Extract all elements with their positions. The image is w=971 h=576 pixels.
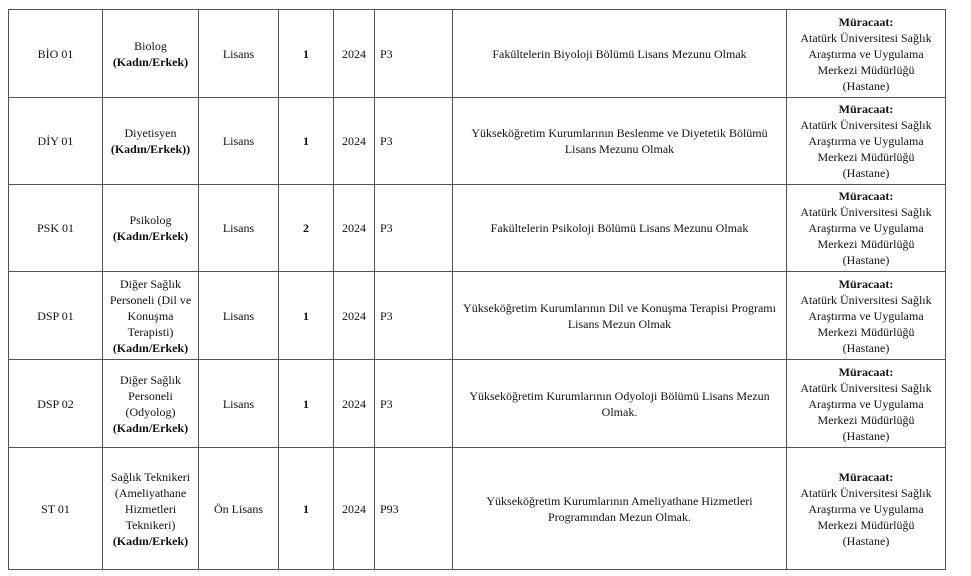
score-type-cell — [375, 448, 453, 570]
count-cell — [279, 272, 334, 360]
position-code: DSP 01 — [37, 308, 74, 323]
application-line: Merkezi Müdürlüğü — [817, 517, 915, 532]
requirement-cell — [453, 360, 787, 448]
position-title-line: Teknikeri) — [125, 517, 176, 532]
application-line: Araştırma ve Uygulama — [808, 46, 924, 61]
position-count: 1 — [303, 396, 309, 411]
year-cell — [334, 360, 375, 448]
score-type: P3 — [380, 134, 393, 148]
table-row — [9, 448, 946, 570]
application-line: (Hastane) — [842, 253, 890, 267]
position-title-line: Hizmetleri — [124, 501, 177, 516]
exam-year: 2024 — [342, 221, 366, 235]
position-title-line: Psikolog — [129, 213, 172, 227]
degree-cell — [199, 10, 279, 98]
gender-label: (Kadın/Erkek) — [112, 54, 189, 69]
position-title-line: Diğer Sağlık — [120, 276, 181, 291]
table-row — [9, 98, 946, 185]
application-line: Atatürk Üniversitesi Sağlık — [800, 485, 932, 500]
requirement-cell — [453, 10, 787, 98]
degree-level: Lisans — [222, 308, 255, 323]
position-title-line: (Odyolog) — [125, 404, 176, 419]
application-line: Merkezi Müdürlüğü — [817, 237, 915, 251]
application-line: Atatürk Üniversitesi Sağlık — [800, 380, 932, 395]
degree-cell — [199, 98, 279, 185]
application-line: Atatürk Üniversitesi Sağlık — [800, 292, 932, 307]
exam-year: 2024 — [342, 134, 366, 148]
application-label: Müracaat: — [838, 102, 894, 116]
application-label: Müracaat: — [838, 469, 894, 484]
position-code: DSP 02 — [37, 396, 74, 411]
year-cell — [334, 10, 375, 98]
application-cell — [787, 185, 946, 272]
application-line: (Hastane) — [842, 340, 890, 355]
application-label: Müracaat: — [838, 276, 894, 291]
position-code-cell — [9, 98, 103, 185]
year-cell — [334, 98, 375, 185]
exam-year: 2024 — [342, 46, 366, 61]
degree-cell — [199, 360, 279, 448]
exam-year: 2024 — [342, 308, 366, 323]
application-line: (Hastane) — [842, 166, 890, 180]
exam-year: 2024 — [342, 396, 366, 411]
score-type-cell — [375, 360, 453, 448]
year-cell — [334, 448, 375, 570]
position-title-cell — [103, 272, 199, 360]
requirement-text: Yükseköğretim Kurumlarının Beslenme ve Diyetetik Bölümü Lisans Mezunu Olmak — [471, 126, 768, 156]
score-type-cell — [375, 272, 453, 360]
requirement-text: Yükseköğretim Kurumlarının Dil ve Konuşma Terapisi Programı Lisans Mezun Olmak — [463, 300, 776, 331]
application-line: Araştırma ve Uygulama — [808, 396, 924, 411]
position-code-cell — [9, 10, 103, 98]
requirement-cell — [453, 272, 787, 360]
application-line: (Hastane) — [842, 78, 890, 93]
requirement-text: Fakültelerin Biyoloji Bölümü Lisans Mezunu Olmak — [492, 46, 747, 61]
position-title-line: Sağlık Teknikeri — [110, 469, 191, 484]
application-cell — [787, 448, 946, 570]
gender-label: (Kadın/Erkek) — [112, 420, 189, 435]
application-line: Araştırma ve Uygulama — [808, 221, 924, 235]
score-type: P3 — [380, 308, 393, 323]
application-line: Atatürk Üniversitesi Sağlık — [800, 118, 932, 132]
position-count: 2 — [303, 221, 309, 235]
gender-label: (Kadın/Erkek) — [112, 533, 189, 548]
application-line: Merkezi Müdürlüğü — [817, 150, 915, 164]
position-count: 1 — [303, 46, 309, 61]
gender-label: (Kadın/Erkek) — [112, 340, 189, 355]
application-label: Müracaat: — [838, 189, 894, 203]
score-type: P3 — [380, 46, 393, 61]
position-title-cell — [103, 360, 199, 448]
position-code-cell — [9, 360, 103, 448]
position-title-cell — [103, 185, 199, 272]
position-title-cell — [103, 448, 199, 570]
application-line: Merkezi Müdürlüğü — [817, 62, 915, 77]
position-title-line: Terapisti) — [127, 324, 174, 339]
count-cell — [279, 448, 334, 570]
degree-level: Lisans — [222, 46, 255, 61]
position-count: 1 — [303, 134, 309, 148]
position-title-line: Biolog — [134, 38, 167, 53]
degree-level: Lisans — [222, 134, 255, 148]
score-type-cell — [375, 185, 453, 272]
position-count: 1 — [303, 501, 309, 516]
application-line: Merkezi Müdürlüğü — [817, 324, 915, 339]
count-cell — [279, 10, 334, 98]
application-cell — [787, 10, 946, 98]
application-line: (Hastane) — [842, 428, 890, 443]
count-cell — [279, 360, 334, 448]
position-title-line: (Ameliyathane — [114, 485, 187, 500]
score-type: P3 — [380, 396, 393, 411]
requirement-text: Yükseköğretim Kurumlarının Odyoloji Bölümü Lisans Mezun Olmak. — [469, 388, 770, 419]
requirement-text: Fakültelerin Psikoloji Bölümü Lisans Mezunu Olmak — [490, 221, 749, 235]
degree-cell — [199, 185, 279, 272]
gender-label: (Kadın/Erkek) — [112, 229, 189, 243]
score-type: P93 — [380, 501, 399, 516]
position-title-line: Personeli (Dil ve — [109, 292, 192, 307]
position-title-cell — [103, 10, 199, 98]
degree-cell — [199, 272, 279, 360]
application-line: (Hastane) — [842, 533, 890, 548]
count-cell — [279, 98, 334, 185]
score-type-cell — [375, 10, 453, 98]
year-cell — [334, 185, 375, 272]
application-line: Araştırma ve Uygulama — [808, 501, 924, 516]
application-cell — [787, 360, 946, 448]
position-title-line: Diyetisyen — [124, 126, 177, 140]
degree-level: Lisans — [222, 396, 255, 411]
application-cell — [787, 98, 946, 185]
position-code: BİO 01 — [37, 46, 74, 61]
position-code: ST 01 — [41, 501, 70, 516]
position-title-line: Personeli — [128, 388, 173, 403]
degree-cell — [199, 448, 279, 570]
score-type: P3 — [380, 221, 393, 235]
position-code: PSK 01 — [36, 221, 74, 235]
application-label: Müracaat: — [838, 14, 894, 29]
position-code-cell — [9, 272, 103, 360]
application-line: Araştırma ve Uygulama — [808, 308, 924, 323]
position-title-line: Konuşma — [127, 308, 174, 323]
application-line: Merkezi Müdürlüğü — [817, 412, 915, 427]
requirement-cell — [453, 98, 787, 185]
degree-level: Lisans — [222, 221, 255, 235]
position-title-line: Diğer Sağlık — [120, 372, 181, 387]
score-type-cell — [375, 98, 453, 185]
exam-year: 2024 — [342, 501, 366, 516]
application-line: Atatürk Üniversitesi Sağlık — [800, 30, 932, 45]
requirement-cell — [453, 185, 787, 272]
table-row — [9, 272, 946, 360]
position-code-cell — [9, 448, 103, 570]
count-cell — [279, 185, 334, 272]
requirement-text: Yükseköğretim Kurumlarının Ameliyathane Hizmetleri Programından Mezun Olmak. — [486, 493, 753, 524]
application-cell — [787, 272, 946, 360]
table-body — [9, 10, 946, 570]
application-line: Araştırma ve Uygulama — [808, 134, 924, 148]
degree-level: Ön Lisans — [214, 501, 263, 516]
table-row — [9, 185, 946, 272]
positions-table — [8, 9, 946, 570]
position-title-cell — [103, 98, 199, 185]
application-line: Atatürk Üniversitesi Sağlık — [800, 205, 932, 219]
year-cell — [334, 272, 375, 360]
position-code-cell — [9, 185, 103, 272]
requirement-cell — [453, 448, 787, 570]
table-row — [9, 360, 946, 448]
application-label: Müracaat: — [838, 364, 894, 379]
table-row — [9, 10, 946, 98]
position-count: 1 — [303, 308, 309, 323]
position-code: DİY 01 — [37, 134, 74, 148]
gender-label: (Kadın/Erkek)) — [110, 142, 191, 156]
